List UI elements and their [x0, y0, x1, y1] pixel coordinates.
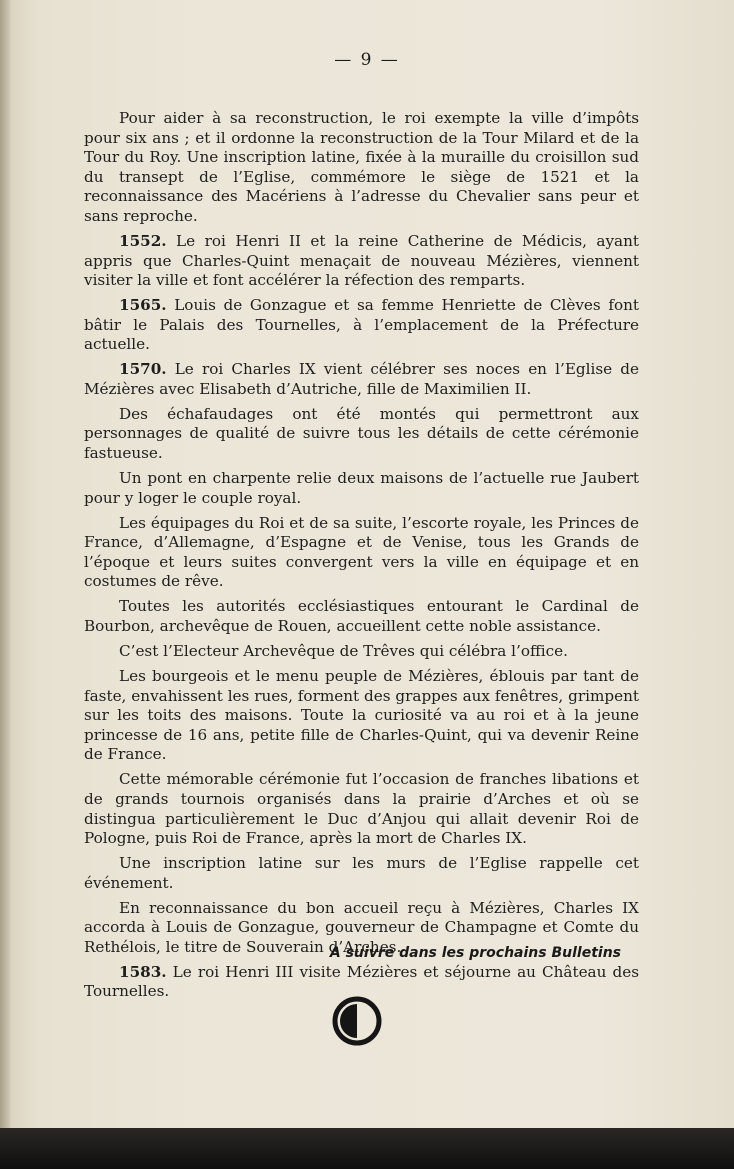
paragraph: Pour aider à sa reconstruction, le roi exempte la ville d’impôts pour six ans ; et il ordonne la reconstruction de la Tour Milard et de la Tour du Roy. Une inscription latine, fixée à la muraille du croisillon sud du transept de l’Eglise, commémore le siège de 1521 et la reconnaissance des Macériens à l’adresse du Chevalier sans peur et sans reproche.	[84, 109, 639, 225]
year-label: 1565.	[119, 296, 167, 315]
paragraph: 1583. Le roi Henri III visite Mézières et séjourne au Château des Tournelles.	[84, 962, 639, 1001]
paragraph: Les équipages du Roi et de sa suite, l’escorte royale, les Princes de France, d’Allemagne, d’Espagne et de Venise, tous les Grands de l’époque et leurs suites convergent vers la ville en équipage et en costumes de rêve.	[84, 513, 639, 591]
paragraph: 1565. Louis de Gonzague et sa femme Henriette de Clèves font bâtir le Palais des Tournelles, à l’emplacement de la Préfecture actuelle.	[84, 296, 639, 354]
paragraph: C’est l’Electeur Archevêque de Trêves qui célébra l’office.	[119, 641, 568, 660]
page-binding-edge	[0, 0, 10, 1128]
continuation-note: A suivre dans les prochains Bulletins	[329, 945, 621, 961]
paragraph: Cette mémorable cérémonie fut l’occasion de franches libations et de grands tournois organisés dans la prairie d’Arches et où se distingua particulièrement le Duc d’Anjou qui allait devenir Roi de Pologne, puis Roi de France, après la mort de Charles IX.	[84, 770, 639, 848]
paragraph: Un pont en charpente relie deux maisons de l’actuelle rue Jaubert pour y loger le couple royal.	[84, 469, 639, 507]
paragraph: 1570. Le roi Charles IX vient célébrer ses noces en l’Eglise de Mézières avec Elisabeth d’Autriche, fille de Maximilien II.	[84, 360, 639, 398]
year-label: 1552.	[119, 231, 167, 250]
half-circle-emblem-icon	[332, 996, 382, 1046]
page-number: — 9 —	[334, 50, 400, 70]
paragraph: Une inscription latine sur les murs de l’Eglise rappelle cet événement.	[84, 854, 639, 892]
paragraph: En reconnaissance du bon accueil reçu à Mézières, Charles IX accorda à Louis de Gonzague, gouverneur de Champagne et Comte du Rethélois, le titre de Souverain d’Arches.	[84, 898, 639, 956]
paragraph: 1552. Le roi Henri II et la reine Catherine de Médicis, ayant appris que Charles-Quint menaçait de nouveau Mézières, viennent visiter la ville et font accélérer la réfection des remparts.	[84, 231, 639, 290]
scan-bottom-shadow	[0, 1128, 734, 1169]
paragraph: Les bourgeois et le menu peuple de Mézières, éblouis par tant de faste, envahissent les rues, forment des grappes aux fenêtres, grimpent sur les toits des maisons. Toute la curiosité va au roi et à la jeune princesse de 16 ans, petite fille de Charles-Quint, qui va devenir Reine de France.	[84, 666, 639, 764]
paragraph: Toutes les autorités ecclésiastiques entourant le Cardinal de Bourbon, archevêque de Rouen, accueillent cette noble assistance.	[84, 597, 639, 635]
body-text	[84, 109, 639, 1007]
year-label: 1583.	[119, 962, 167, 981]
year-label: 1570.	[119, 360, 167, 379]
paragraph: Des échafaudages ont été montés qui permettront aux personnages de qualité de suivre tous les détails de cette cérémonie fastueuse.	[84, 404, 639, 463]
